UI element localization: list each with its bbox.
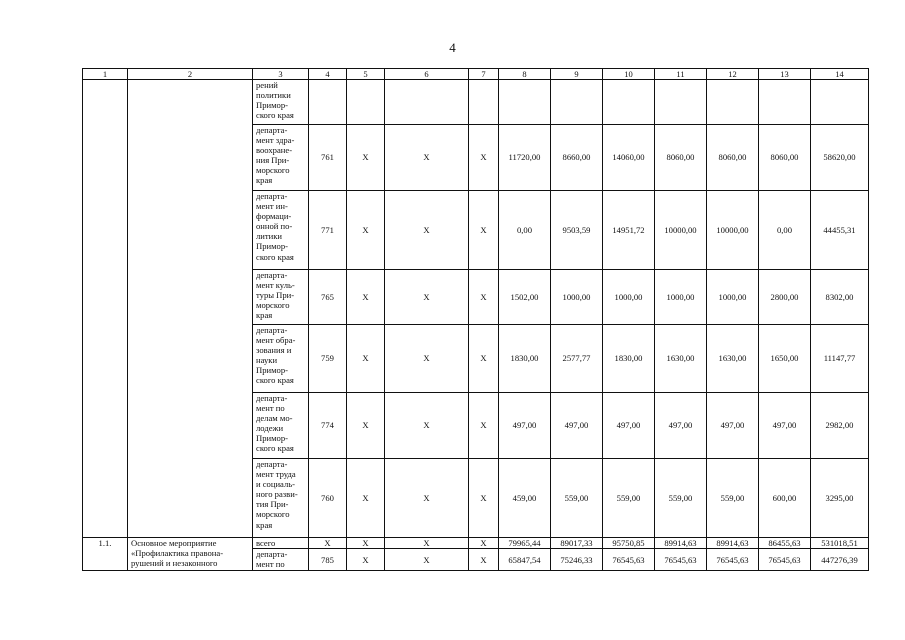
agency-line: зования и [256,345,292,356]
section-title-line: «Профилактика правона- [131,548,224,559]
agency-line: департа- [256,549,288,560]
agency-cell [253,191,309,270]
code-cell: 785 [309,549,347,571]
x-mark-cell: Х [469,538,499,549]
value-cell: 559,00 [551,459,603,538]
code-cell: 765 [309,270,347,325]
value-cell: 497,00 [499,393,551,459]
empty-cell [309,80,347,125]
x-mark-cell: Х [385,325,469,393]
agency-line: Примор- [256,433,288,444]
agency-line: мент куль- [256,280,295,291]
agency-line: онной по- [256,221,293,232]
x-mark-cell: Х [469,549,499,571]
x-mark-cell: Х [469,325,499,393]
column-number: 1 [83,69,128,80]
agency-cell [253,80,309,125]
x-mark-cell: Х [469,270,499,325]
x-mark-cell: Х [385,393,469,459]
agency-cell [253,125,309,191]
value-cell: 89017,33 [551,538,603,549]
column-number: 8 [499,69,551,80]
x-mark-cell: Х [385,538,469,549]
value-cell: 65847,54 [499,549,551,571]
empty-cell [655,80,707,125]
code-cell: 759 [309,325,347,393]
agency-cell [253,459,309,538]
value-cell: 76545,63 [603,549,655,571]
section-number: 1.1. [83,538,128,571]
agency-line: департа- [256,393,288,403]
code-cell: 774 [309,393,347,459]
total-cell: 447276,39 [811,549,869,571]
agency-line: департа- [256,325,288,335]
agency-line: рений [256,80,278,90]
value-cell: 76545,63 [655,549,707,571]
agency-line: Примор- [256,241,288,252]
agency-line: науки [256,355,278,366]
x-mark-cell: Х [347,549,385,571]
empty-cell [551,80,603,125]
empty-cell [603,80,655,125]
agency-cell [253,549,309,571]
value-cell: 559,00 [603,459,655,538]
agency-line: департа- [256,459,288,469]
section-title [128,538,253,571]
value-cell: 95750,85 [603,538,655,549]
empty-cell [128,80,253,538]
agency-cell [253,393,309,459]
column-number-row [83,69,869,80]
value-cell: 1502,00 [499,270,551,325]
agency-line: департа- [256,270,288,280]
section-title-line: рушений и незаконного [131,558,218,569]
x-mark-cell: Х [385,549,469,571]
total-cell: 58620,00 [811,125,869,191]
agency-line: Примор- [256,100,288,111]
agency-line: тия При- [256,499,289,510]
agency-line: Примор- [256,365,288,376]
column-number: 6 [385,69,469,80]
value-cell: 559,00 [655,459,707,538]
total-cell: 531018,51 [811,538,869,549]
value-cell: 79965,44 [499,538,551,549]
x-mark-cell: Х [385,459,469,538]
page-number: 4 [449,40,456,55]
agency-line: ского края [256,251,294,262]
empty-cell [811,80,869,125]
value-cell: 11720,00 [499,125,551,191]
empty-cell [347,80,385,125]
value-cell: 497,00 [655,393,707,459]
table-row [83,538,869,549]
table-row [83,80,869,125]
value-cell: 86455,63 [759,538,811,549]
agency-line: края [256,175,273,186]
value-cell: 497,00 [551,393,603,459]
value-cell: 600,00 [759,459,811,538]
code-cell: 760 [309,459,347,538]
value-cell: 76545,63 [707,549,759,571]
x-mark-cell: Х [347,538,385,549]
value-cell: 89914,63 [655,538,707,549]
value-cell: 559,00 [707,459,759,538]
agency-line: департа- [256,191,288,201]
value-cell: 1000,00 [603,270,655,325]
agency-line: литики [256,231,283,242]
value-cell: 1000,00 [655,270,707,325]
value-cell: 1830,00 [499,325,551,393]
x-mark-cell: Х [347,325,385,393]
column-number: 4 [309,69,347,80]
x-mark-cell: Х [347,125,385,191]
code-cell: 771 [309,191,347,270]
column-number: 14 [811,69,869,80]
empty-cell [83,80,128,538]
column-number: 9 [551,69,603,80]
total-cell: 8302,00 [811,270,869,325]
total-cell: 44455,31 [811,191,869,270]
agency-line: воохране- [256,145,293,156]
x-mark-cell: Х [469,393,499,459]
agency-line: делам мо- [256,413,293,424]
agency-line: департа- [256,125,288,135]
x-mark-cell: Х [385,270,469,325]
total-cell: 2982,00 [811,393,869,459]
value-cell: 14951,72 [603,191,655,270]
column-number: 13 [759,69,811,80]
value-cell: 497,00 [707,393,759,459]
value-cell: 2577,77 [551,325,603,393]
agency-line: ного разви- [256,489,298,500]
column-number: 12 [707,69,759,80]
agency-line: лодежи [256,423,284,434]
value-cell: 497,00 [759,393,811,459]
agency-line: мент по [256,403,285,414]
value-cell: 89914,63 [707,538,759,549]
budget-table [82,68,869,571]
column-number: 3 [253,69,309,80]
empty-cell [707,80,759,125]
column-number: 11 [655,69,707,80]
agency-line: края [256,519,273,530]
value-cell: 8660,00 [551,125,603,191]
agency-line: мент ин- [256,201,288,212]
x-mark-cell: Х [347,270,385,325]
value-cell: 0,00 [499,191,551,270]
agency-line: формаци- [256,211,292,222]
value-cell: 10000,00 [707,191,759,270]
value-cell: 0,00 [759,191,811,270]
agency-line: и социаль- [256,479,296,490]
value-cell: 75246,33 [551,549,603,571]
x-mark-cell: Х [385,125,469,191]
value-cell: 2800,00 [759,270,811,325]
x-mark-cell: Х [469,191,499,270]
agency-cell: всего [253,538,309,549]
agency-line: морского [256,300,290,311]
agency-cell [253,270,309,325]
agency-line: мент здра- [256,135,295,146]
value-cell: 9503,59 [551,191,603,270]
x-mark-cell: Х [469,125,499,191]
value-cell: 1000,00 [551,270,603,325]
value-cell: 8060,00 [759,125,811,191]
agency-line: мент по [256,559,285,570]
value-cell: 497,00 [603,393,655,459]
value-cell: 8060,00 [655,125,707,191]
value-cell: 8060,00 [707,125,759,191]
agency-line: ского края [256,375,294,386]
column-number: 7 [469,69,499,80]
agency-cell [253,325,309,393]
value-cell: 76545,63 [759,549,811,571]
value-cell: 459,00 [499,459,551,538]
agency-line: морского [256,165,290,176]
x-mark-cell: Х [309,538,347,549]
x-mark-cell: Х [347,459,385,538]
agency-line: края [256,310,273,321]
value-cell: 1830,00 [603,325,655,393]
value-cell: 14060,00 [603,125,655,191]
x-mark-cell: Х [385,191,469,270]
code-cell: 761 [309,125,347,191]
total-cell: 3295,00 [811,459,869,538]
x-mark-cell: Х [469,459,499,538]
agency-line: политики [256,90,291,101]
value-cell: 1650,00 [759,325,811,393]
empty-cell [499,80,551,125]
agency-line: ского края [256,443,294,454]
agency-line: морского [256,509,290,520]
agency-line: мент труда [256,469,296,480]
agency-line: ния При- [256,155,290,166]
empty-cell [385,80,469,125]
agency-line: мент обра- [256,335,296,346]
agency-line: ского края [256,110,294,121]
agency-line: туры При- [256,290,295,301]
section-title-line: Основное мероприятие [131,538,217,548]
column-number: 2 [128,69,253,80]
total-cell: 11147,77 [811,325,869,393]
x-mark-cell: Х [347,191,385,270]
empty-cell [469,80,499,125]
x-mark-cell: Х [347,393,385,459]
column-number: 5 [347,69,385,80]
value-cell: 1000,00 [707,270,759,325]
empty-cell [759,80,811,125]
value-cell: 1630,00 [707,325,759,393]
column-number: 10 [603,69,655,80]
value-cell: 10000,00 [655,191,707,270]
value-cell: 1630,00 [655,325,707,393]
